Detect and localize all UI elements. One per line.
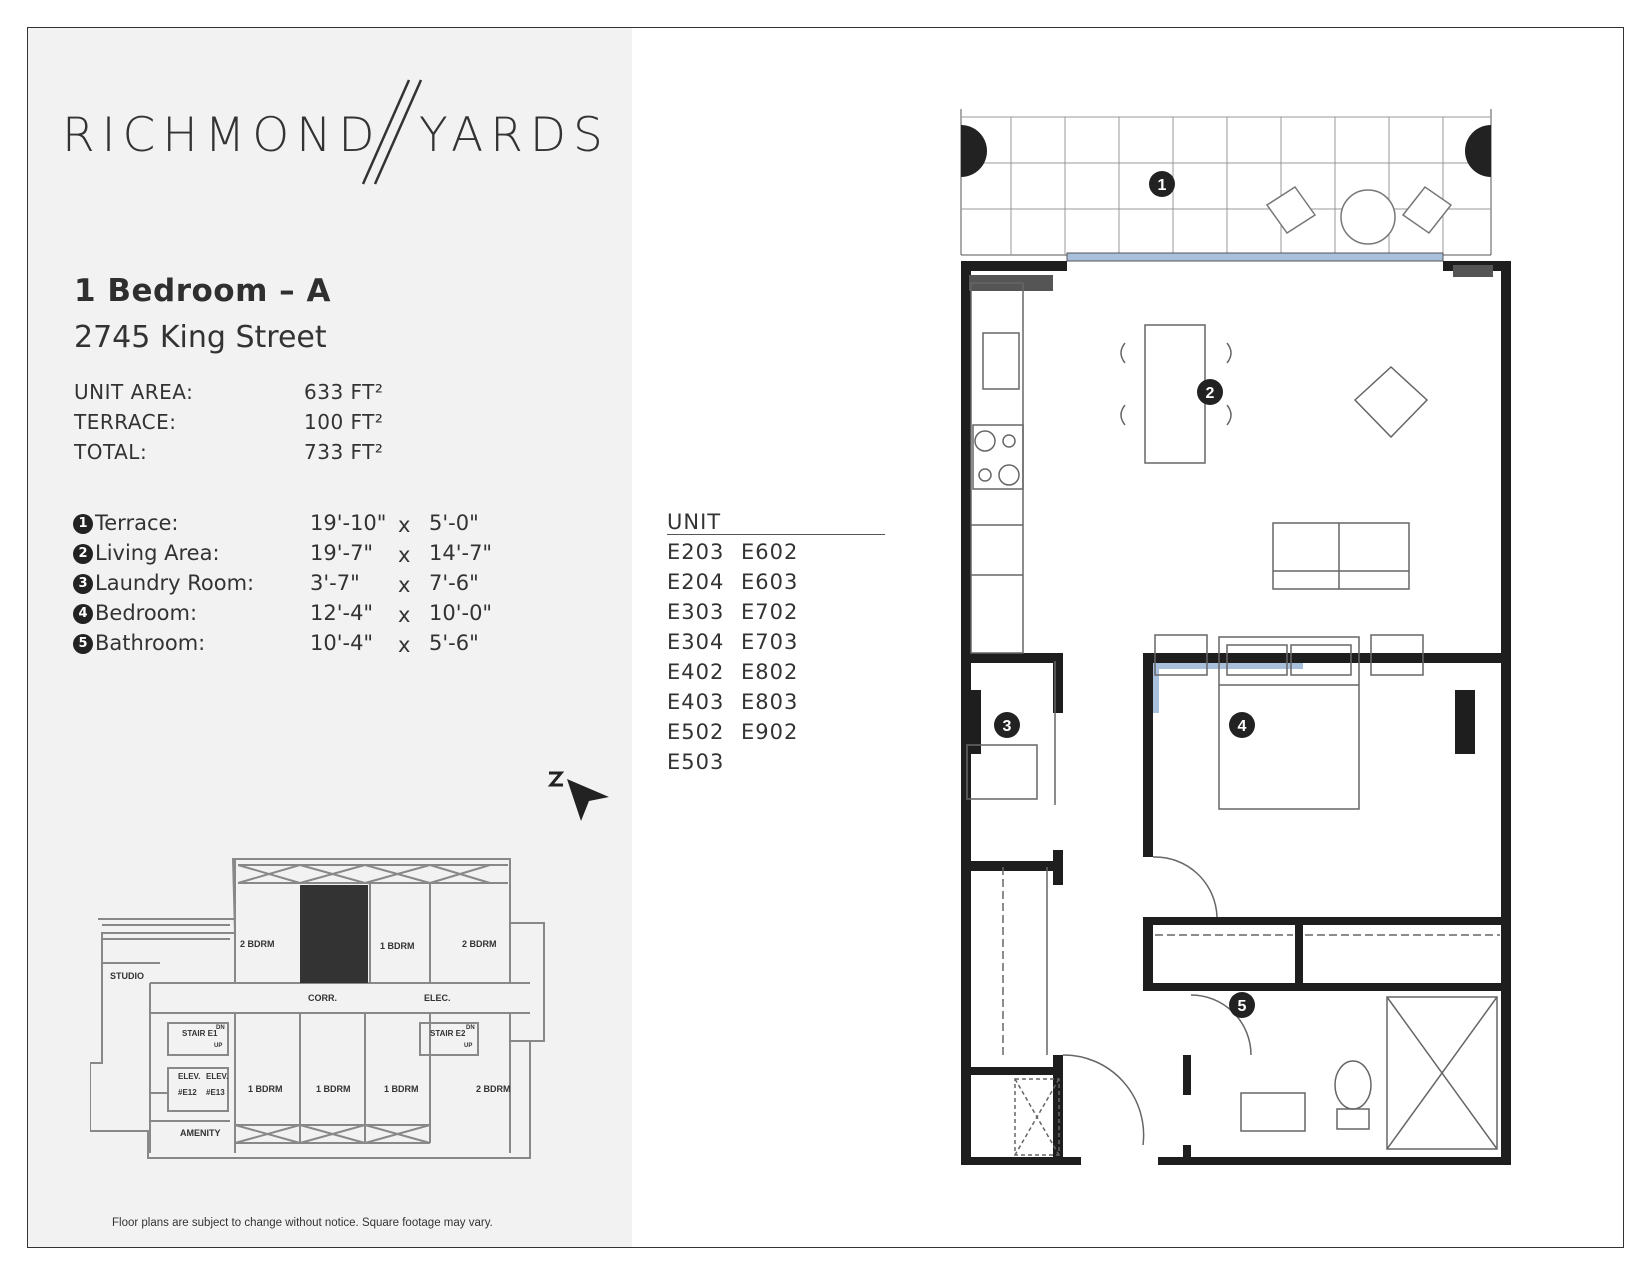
unit-list-column-1 (667, 537, 724, 777)
unit-number: E303 (667, 600, 725, 624)
room-badges (994, 171, 1255, 1018)
room-name: Terrace: (95, 511, 179, 535)
unit-title: 1 Bedroom – A (74, 273, 331, 309)
room-dim-1: 19'-10" (310, 511, 387, 535)
unit-number: E803 (741, 690, 799, 714)
unit-number: E204 (667, 570, 725, 594)
keyplan-label-1bdrm: 1 BDRM (248, 1084, 283, 1094)
keyplan-label-1bdrm: 1 BDRM (380, 941, 415, 951)
room-dim-1: 10'-4" (310, 631, 374, 655)
unit-number: E603 (741, 570, 799, 594)
area-value: 100 FT² (304, 410, 384, 434)
room-dim-2: 5'-6" (429, 631, 479, 655)
room-dim-x: x (398, 513, 411, 537)
room-name: Living Area: (95, 541, 220, 565)
disclaimer-text: Floor plans are subject to change without notice. Square footage may vary. (112, 1217, 493, 1229)
room-number-badge: 3 (73, 574, 93, 594)
keyplan-label-amenity: AMENITY (180, 1128, 221, 1138)
area-label: TOTAL: (74, 440, 148, 464)
keyplan-label-2bdrm: 2 BDRM (240, 939, 275, 949)
unit-list-heading: UNIT (667, 510, 885, 535)
room-badge-4-label: 4 (1237, 718, 1247, 735)
unit-number: E802 (741, 660, 799, 684)
chair-icon (1267, 187, 1315, 233)
unit-number: E304 (667, 630, 725, 654)
area-label: TERRACE: (74, 410, 177, 434)
room-number-badge: 4 (73, 604, 93, 624)
unit-number: E403 (667, 690, 725, 714)
keyplan-label-elev: ELEV. (206, 1072, 229, 1081)
terrace (961, 109, 1491, 255)
brand-word-1: RICHMOND (62, 108, 382, 163)
area-label: UNIT AREA: (74, 380, 194, 404)
round-table-icon (1341, 190, 1395, 244)
north-arrow-icon (545, 765, 615, 825)
planter-icon (961, 125, 987, 177)
keyplan-label-elev-number: #E12 (178, 1088, 197, 1097)
keyplan-label-2bdrm: 2 BDRM (476, 1084, 511, 1094)
unit-number: E902 (741, 720, 799, 744)
keyplan-label-stair-e1: STAIR E1 (182, 1029, 218, 1038)
unit-address: 2745 King Street (74, 320, 327, 355)
room-number-badge: 2 (73, 544, 93, 564)
keyplan-label-elev: ELEV. (178, 1072, 201, 1081)
unit-number: E703 (741, 630, 799, 654)
logo-slash-icon (357, 78, 427, 188)
area-value: 633 FT² (304, 380, 384, 404)
keyplan-label-2bdrm: 2 BDRM (462, 939, 497, 949)
keyplan-label-up: UP (464, 1043, 473, 1049)
room-badge-3-label: 3 (1002, 718, 1012, 735)
room-dim-x: x (398, 543, 411, 567)
unit-number: E503 (667, 750, 725, 774)
room-dim-2: 5'-0" (429, 511, 479, 535)
room-name: Bedroom: (95, 601, 198, 625)
key-plan (90, 853, 550, 1173)
room-badge-5-label: 5 (1237, 998, 1247, 1015)
planter-icon (1465, 125, 1491, 177)
unit-number: E502 (667, 720, 725, 744)
keyplan-label-dn: DN (466, 1025, 475, 1031)
brand-word-2: YARDS (419, 108, 610, 163)
keyplan-label-dn: DN (216, 1025, 225, 1031)
room-name: Laundry Room: (95, 571, 255, 595)
unit-number: E602 (741, 540, 799, 564)
room-dim-x: x (398, 603, 411, 627)
keyplan-label-studio: STUDIO (110, 971, 145, 981)
room-dim-1: 12'-4" (310, 601, 374, 625)
brand-logo (62, 78, 610, 188)
room-dim-2: 10'-0" (429, 601, 493, 625)
room-dim-2: 14'-7" (429, 541, 493, 565)
unit-number: E203 (667, 540, 725, 564)
room-dim-1: 3'-7" (310, 571, 360, 595)
unit-number: E402 (667, 660, 725, 684)
keyplan-label-up: UP (214, 1043, 223, 1049)
keyplan-label-elec: ELEC. (424, 993, 451, 1003)
chair-icon (1403, 187, 1451, 233)
room-dim-1: 19'-7" (310, 541, 374, 565)
room-badge-2-label: 2 (1205, 385, 1215, 402)
room-dim-x: x (398, 573, 411, 597)
keyplan-label-1bdrm: 1 BDRM (316, 1084, 351, 1094)
room-number-badge: 5 (73, 634, 93, 654)
keyplan-label-elev-number: #E13 (206, 1088, 225, 1097)
keyplan-label-corr: CORR. (308, 993, 337, 1003)
keyplan-label-stair-e2: STAIR E2 (430, 1029, 466, 1038)
room-badge-1-label: 1 (1157, 177, 1167, 194)
area-value: 733 FT² (304, 440, 384, 464)
room-name: Bathroom: (95, 631, 206, 655)
room-number-badge: 1 (73, 514, 93, 534)
room-dim-x: x (398, 633, 411, 657)
floor-plan (955, 105, 1515, 1175)
keyplan-label-1bdrm: 1 BDRM (384, 1084, 419, 1094)
room-dim-2: 7'-6" (429, 571, 479, 595)
unit-number: E702 (741, 600, 799, 624)
unit-list-column-2 (741, 537, 798, 747)
